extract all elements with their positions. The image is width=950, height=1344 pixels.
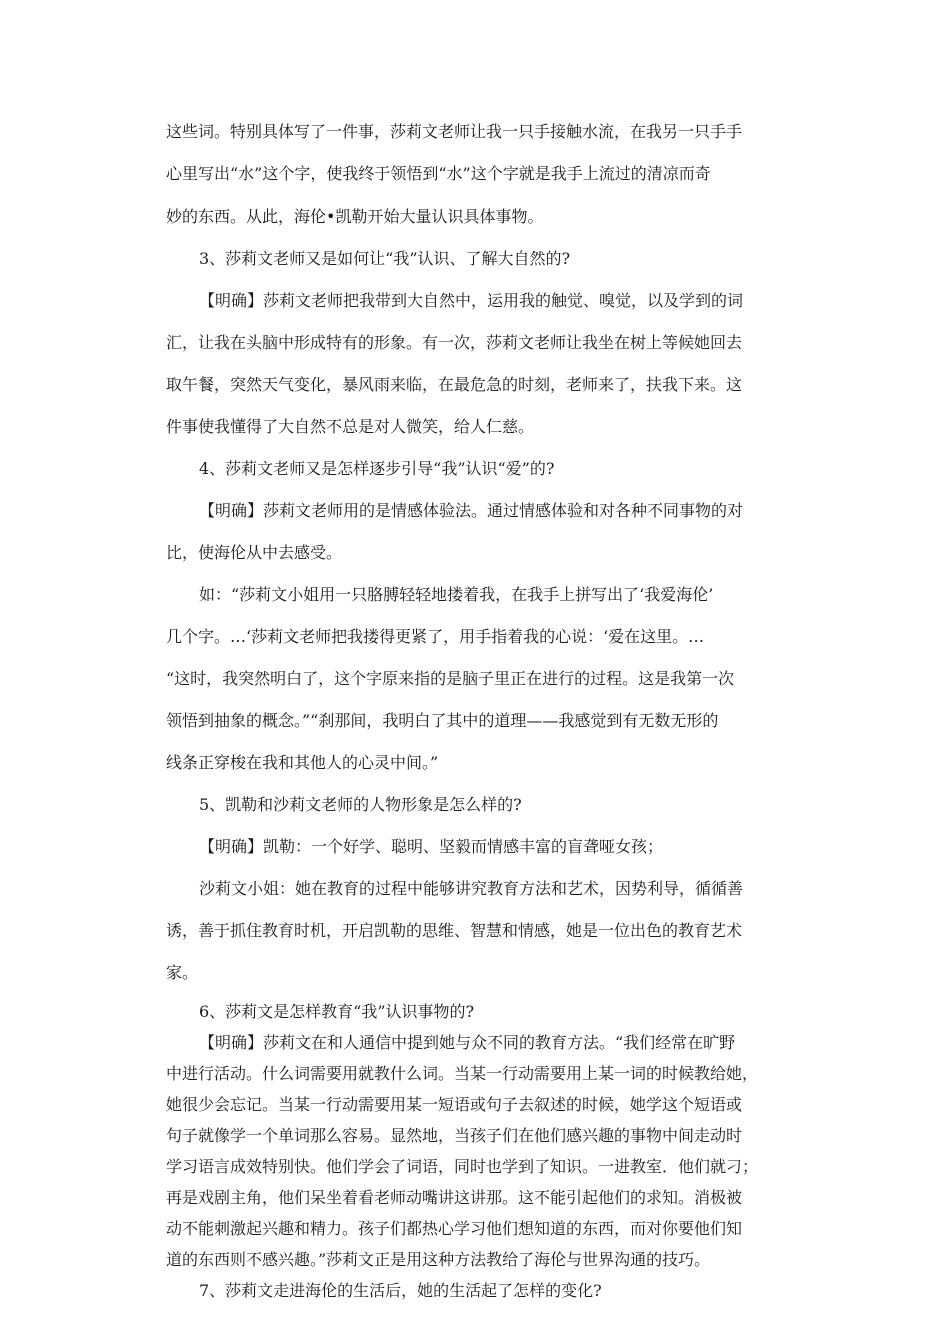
text-line: 心里写出“水”这个字，使我终于领悟到“水”这个字就是我手上流过的清凉而奇 [166, 164, 711, 183]
answer-line: 【明确】凯勒：一个好学、聪明、坚毅而情感丰富的盲聋哑女孩； [199, 837, 664, 856]
text-line: 件事使我懂得了大自然不总是对人微笑，给人仁慈。 [166, 417, 535, 436]
question-heading: 7、莎莉文走进海伦的生活后，她的生活起了怎样的变化? [199, 1281, 602, 1300]
text-line: 沙莉文小姐：她在教育的过程中能够讲究教育方法和艺术，因势利导，循循善 [199, 879, 744, 898]
text-line: 妙的东西。从此，海伦•凯勒开始大量认识具体事物。 [166, 207, 544, 226]
quote-line: 几个字。…‘莎莉文老师把我搂得更紧了，用手指着我的心说：‘爱在这里。… [166, 627, 705, 646]
text-line: 学习语言成效特别快。他们学会了词语，同时也学到了知识。一进教室．他们就刁； [166, 1157, 759, 1176]
question-heading: 3、莎莉文老师又是如何让“我”认识、了解大自然的? [199, 249, 571, 268]
quote-line: 如：“莎莉文小姐用一只胳膊轻轻地搂着我，在我手上拼写出了‘我爱海伦’ [199, 585, 714, 604]
text-line: 比，使海伦从中去感受。 [166, 543, 343, 562]
text-line: 家。 [166, 963, 199, 982]
text-line: 道的东西则不感兴趣。”莎莉文正是用这种方法教给了海伦与世界沟通的技巧。 [166, 1250, 711, 1269]
quote-line: “这时，我突然明白了，这个字原来指的是脑子里正在进行的过程。这是我第一次 [166, 669, 735, 688]
question-heading: 6、莎莉文是怎样教育“我”认识事物的? [199, 1002, 475, 1021]
quote-line: 领悟到抽象的概念。”“刹那间，我明白了其中的道理——我感觉到有无数无形的 [166, 711, 719, 730]
question-heading: 5、凯勒和沙莉文老师的人物形象是怎么样的? [199, 795, 522, 814]
text-line: 她很少会忘记。当某一行动需要用某一短语或句子去叙述的时候，她学这个短语或 [166, 1095, 743, 1114]
answer-line: 【明确】莎莉文老师把我带到大自然中，运用我的触觉、嗅觉，以及学到的词 [199, 291, 744, 310]
text-line: 再是戏剧主角，他们呆坐着看老师动嘴讲这讲那。这不能引起他们的求知。消极被 [166, 1188, 743, 1207]
quote-line: 线条正穿梭在我和其他人的心灵中间。” [166, 753, 439, 772]
text-line: 中进行活动。什么词需要用就教什么词。当某一行动需要用上某一词的时候教给她， [166, 1064, 759, 1083]
question-heading: 4、莎莉文老师又是怎样逐步引导“我”认识“爱”的? [199, 459, 555, 478]
text-line: 这些词。特别具体写了一件事，莎莉文老师让我一只手接触水流，在我另一只手手 [166, 122, 743, 141]
answer-line: 【明确】莎莉文在和人通信中提到她与众不同的教育方法。“我们经常在旷野 [199, 1033, 736, 1052]
text-line: 汇，让我在头脑中形成特有的形象。有一次，莎莉文老师让我坐在树上等候她回去 [166, 333, 743, 352]
text-line: 取午餐，突然天气变化，暴风雨来临，在最危急的时刻，老师来了，扶我下来。这 [166, 375, 743, 394]
text-line: 动不能刺激起兴趣和精力。孩子们都热心学习他们想知道的东西，而对你要他们知 [166, 1219, 743, 1238]
text-line: 诱，善于抓住教育时机，开启凯勒的思维、智慧和情感，她是一位出色的教育艺术 [166, 921, 743, 940]
answer-line: 【明确】莎莉文老师用的是情感体验法。通过情感体验和对各种不同事物的对 [199, 501, 744, 520]
text-line: 句子就像学一个单词那么容易。显然地，当孩子们在他们感兴趣的事物中间走动时 [166, 1126, 743, 1145]
